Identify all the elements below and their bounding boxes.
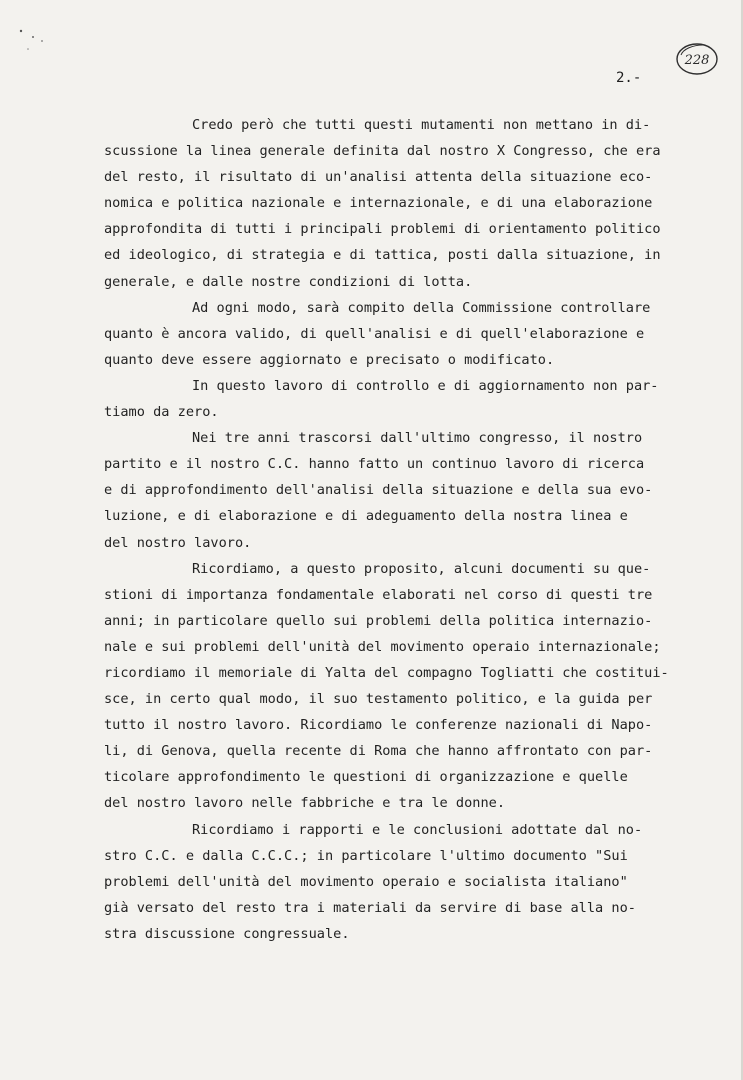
text-line: ricordiamo il memoriale di Yalta del compagno Togliatti che costitui- xyxy=(104,664,669,681)
text-line: generale, e dalle nostre condizioni di lotta. xyxy=(104,273,473,290)
text-line: quanto deve essere aggiornato e precisato o modificato. xyxy=(104,351,555,368)
text-line: nomica e politica nazionale e internazionale, e di una elaborazione xyxy=(104,195,653,212)
text-line: ticolare approfondimento le questioni di organizzazione e quelle xyxy=(104,769,628,786)
text-line: Ricordiamo i rapporti e le conclusioni adottate dal no- xyxy=(192,821,643,838)
text-line: del nostro lavoro nelle fabbriche e tra le donne. xyxy=(104,795,506,812)
text-line: scussione la linea generale definita dal nostro X Congresso, che era xyxy=(104,143,661,160)
text-line: problemi dell'unità del movimento operaio e socialista italiano" xyxy=(104,873,628,890)
page-number: 2.- xyxy=(616,70,642,86)
text-line: stioni di importanza fondamentale elaborati nel corso di questi tre xyxy=(104,586,653,603)
text-line: sce, in certo qual modo, il suo testamento politico, e la guida per xyxy=(104,691,653,708)
text-line: del nostro lavoro. xyxy=(104,534,252,551)
text-line: Credo però che tutti questi mutamenti non mettano in di- xyxy=(192,117,651,133)
text-line: tiamo da zero. xyxy=(104,404,219,421)
body-text xyxy=(104,112,702,947)
text-line: ed ideologico, di strategia e di tattica, posti dalla situazione, in xyxy=(104,247,661,264)
text-line: li, di Genova, quella recente di Roma che hanno affrontato con par- xyxy=(104,743,653,760)
text-line: stra discussione congressuale. xyxy=(104,925,350,942)
text-line: stro C.C. e dalla C.C.C.; in particolare l'ultimo documento "Sui xyxy=(104,847,628,864)
text-line: nale e sui problemi dell'unità del movimento operaio internazionale; xyxy=(104,638,661,655)
text-line: luzione, e di elaborazione e di adeguamento della nostra linea e xyxy=(104,508,628,525)
text-line: quanto è ancora valido, di quell'analisi e di quell'elaborazione e xyxy=(104,325,645,342)
text-line: tutto il nostro lavoro. Ricordiamo le conferenze nazionali di Napo- xyxy=(104,717,653,734)
paper-specks xyxy=(18,25,58,55)
archive-number-text: 228 xyxy=(684,53,710,68)
text-line: del resto, il risultato di un'analisi attenta della situazione eco- xyxy=(104,169,653,186)
text-line: In questo lavoro di controllo e di aggiornamento non par- xyxy=(192,377,659,394)
text-line: Nei tre anni trascorsi dall'ultimo congresso, il nostro xyxy=(192,430,643,447)
text-line: e di approfondimento dell'analisi della situazione e della sua evo- xyxy=(104,482,653,499)
text-line: Ad ogni modo, sarà compito della Commissione controllare xyxy=(192,299,651,316)
text-line: Ricordiamo, a questo proposito, alcuni documenti su que- xyxy=(192,560,651,577)
text-line: partito e il nostro C.C. hanno fatto un continuo lavoro di ricerca xyxy=(104,456,645,473)
archive-number-stamp xyxy=(674,40,720,78)
text-line: approfondita di tutti i principali problemi di orientamento politico xyxy=(104,221,661,238)
text-line: anni; in particolare quello sui problemi della politica internazio- xyxy=(104,612,653,629)
text-line: già versato del resto tra i materiali da servire di base alla no- xyxy=(104,899,636,916)
